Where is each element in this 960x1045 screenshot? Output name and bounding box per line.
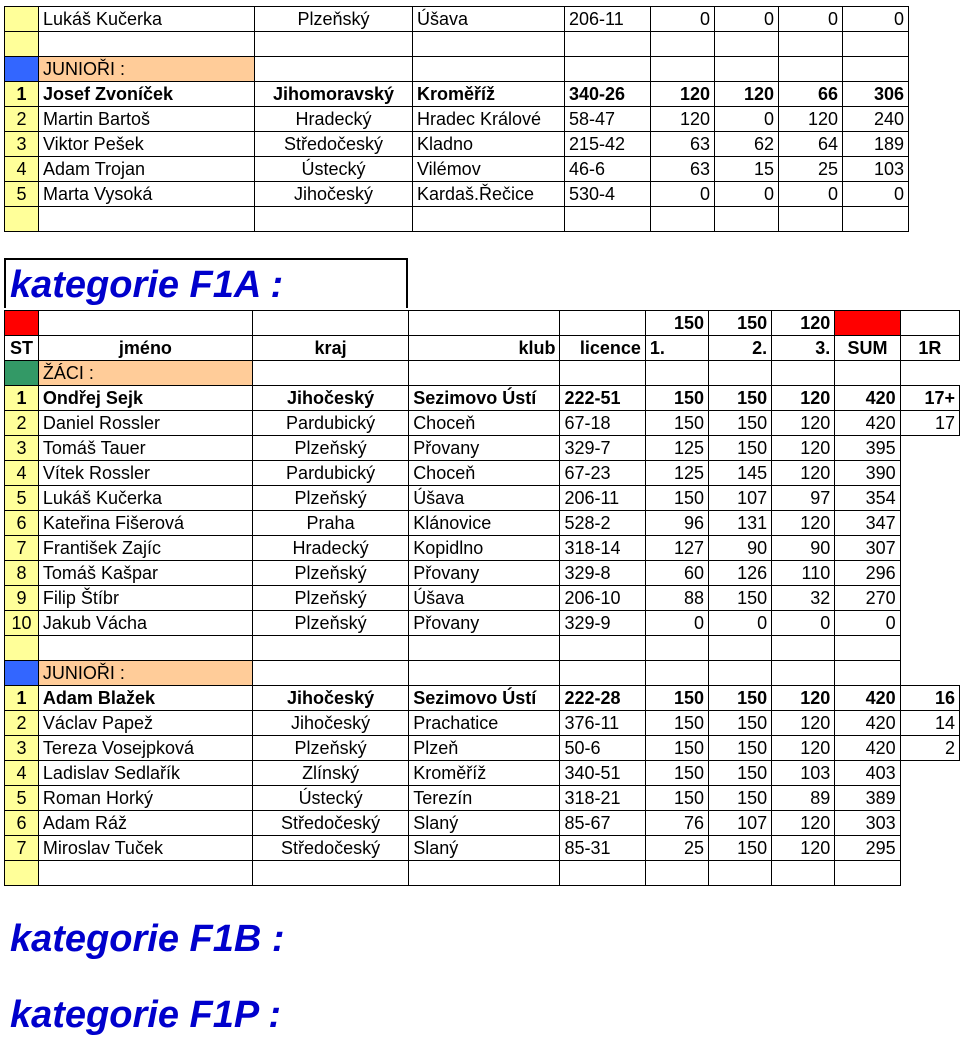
round-1: 63 [651, 157, 715, 182]
competitor-name: Tereza Vosejpková [38, 736, 252, 761]
rank: 5 [5, 182, 39, 207]
competitor-name: Jakub Vácha [38, 611, 252, 636]
rank: 4 [5, 461, 39, 486]
rank: 2 [5, 411, 39, 436]
sum: 295 [835, 836, 900, 861]
round-2: 150 [709, 761, 772, 786]
rank: 1 [5, 686, 39, 711]
licence: 85-31 [560, 836, 645, 861]
region: Plzeňský [252, 436, 408, 461]
round-1: 120 [651, 107, 715, 132]
round-2: 62 [715, 132, 779, 157]
club: Plzeň [409, 736, 560, 761]
round-2: 150 [709, 411, 772, 436]
top-results-table [4, 6, 909, 232]
header-licence: licence [560, 336, 645, 361]
club: Kroměříž [413, 82, 565, 107]
round-3: 90 [772, 536, 835, 561]
round-3: 25 [779, 157, 843, 182]
licence: 340-26 [565, 82, 651, 107]
round-1: 150 [645, 736, 708, 761]
max-round-2: 150 [709, 311, 772, 336]
round-2: 150 [709, 711, 772, 736]
club: Prachatice [409, 711, 560, 736]
sum: 395 [835, 436, 900, 461]
result-1r [900, 811, 959, 836]
header-st: ST [5, 336, 39, 361]
category-f1b-title: kategorie F1B : [10, 918, 285, 960]
club: Hradec Králové [413, 107, 565, 132]
round-2: 0 [715, 182, 779, 207]
header-sum: SUM [835, 336, 900, 361]
round-3: 120 [779, 107, 843, 132]
region: Plzeňský [252, 586, 408, 611]
sum: 389 [835, 786, 900, 811]
round-1: 150 [645, 786, 708, 811]
round-2: 90 [709, 536, 772, 561]
round-3: 120 [772, 711, 835, 736]
table-row [5, 461, 960, 486]
round-1: 125 [645, 436, 708, 461]
competitor-name: Roman Horký [38, 786, 252, 811]
sum: 0 [843, 7, 909, 32]
result-1r [900, 536, 959, 561]
rank: 2 [5, 711, 39, 736]
result-1r: 16 [900, 686, 959, 711]
competitor-name: Daniel Rossler [38, 411, 252, 436]
sum: 354 [835, 486, 900, 511]
result-1r [900, 436, 959, 461]
competitor-name: Lukáš Kučerka [38, 486, 252, 511]
round-1: 127 [645, 536, 708, 561]
club: Choceň [409, 461, 560, 486]
table-row [5, 836, 960, 861]
club: Kroměříž [409, 761, 560, 786]
category-color-marker [5, 661, 39, 686]
competitor-name: Lukáš Kučerka [39, 7, 255, 32]
table-row [5, 511, 960, 536]
table-row [5, 761, 960, 786]
result-1r [900, 586, 959, 611]
competitor-name: Miroslav Tuček [38, 836, 252, 861]
header-round-1: 1. [645, 336, 708, 361]
licence: 318-14 [560, 536, 645, 561]
category-f1p-title: kategorie F1P : [10, 994, 282, 1036]
rank: 1 [5, 82, 39, 107]
sum: 296 [835, 561, 900, 586]
club: Choceň [409, 411, 560, 436]
result-1r [900, 486, 959, 511]
club: Kopidlno [409, 536, 560, 561]
licence: 376-11 [560, 711, 645, 736]
round-1: 96 [645, 511, 708, 536]
header-name: jméno [38, 336, 252, 361]
sum: 103 [843, 157, 909, 182]
table-row [5, 536, 960, 561]
round-2: 120 [715, 82, 779, 107]
category-color-marker [5, 57, 39, 82]
round-1: 120 [651, 82, 715, 107]
round-3: 120 [772, 436, 835, 461]
round-2: 107 [709, 811, 772, 836]
section-label: ŽÁCI : [38, 361, 252, 386]
club: Sezimovo Ústí [409, 386, 560, 411]
table-row [5, 586, 960, 611]
club: Slaný [409, 811, 560, 836]
sum: 420 [835, 686, 900, 711]
category-f1a-title: kategorie F1A : [10, 264, 284, 306]
round-2: 150 [709, 386, 772, 411]
region: Plzeňský [252, 736, 408, 761]
competitor-name: Vítek Rossler [38, 461, 252, 486]
licence: 50-6 [560, 736, 645, 761]
table-row [5, 386, 960, 411]
round-2: 0 [715, 107, 779, 132]
licence: 67-18 [560, 411, 645, 436]
round-3: 120 [772, 511, 835, 536]
club: Přovany [409, 561, 560, 586]
region: Hradecký [255, 107, 413, 132]
region: Plzeňský [255, 7, 413, 32]
round-1: 0 [651, 182, 715, 207]
licence: 222-51 [560, 386, 645, 411]
region: Jihočeský [255, 182, 413, 207]
round-3: 97 [772, 486, 835, 511]
header-1r: 1R [900, 336, 959, 361]
round-3: 120 [772, 686, 835, 711]
licence: 58-47 [565, 107, 651, 132]
round-3: 103 [772, 761, 835, 786]
result-1r [900, 761, 959, 786]
sum: 0 [835, 611, 900, 636]
round-1: 60 [645, 561, 708, 586]
section-row-juniors [5, 57, 909, 82]
sum: 307 [835, 536, 900, 561]
licence: 67-23 [560, 461, 645, 486]
result-1r [900, 511, 959, 536]
rank: 4 [5, 157, 39, 182]
rank: 2 [5, 107, 39, 132]
round-1: 0 [651, 7, 715, 32]
rank: 9 [5, 586, 39, 611]
round-3: 120 [772, 411, 835, 436]
rank: 3 [5, 736, 39, 761]
table-row [5, 861, 960, 886]
round-1: 150 [645, 686, 708, 711]
club: Sezimovo Ústí [409, 686, 560, 711]
licence: 222-28 [560, 686, 645, 711]
club: Přovany [409, 436, 560, 461]
header-round-3: 3. [772, 336, 835, 361]
region: Ústecký [252, 786, 408, 811]
licence: 206-11 [565, 7, 651, 32]
licence: 85-67 [560, 811, 645, 836]
table-row [5, 811, 960, 836]
sum: 347 [835, 511, 900, 536]
round-2: 150 [709, 436, 772, 461]
table-row [5, 107, 909, 132]
sum: 240 [843, 107, 909, 132]
sum: 420 [835, 411, 900, 436]
club: Kardaš.Řečice [413, 182, 565, 207]
competitor-name: Viktor Pešek [39, 132, 255, 157]
club: Přovany [409, 611, 560, 636]
round-3: 120 [772, 811, 835, 836]
licence: 329-7 [560, 436, 645, 461]
round-3: 32 [772, 586, 835, 611]
result-1r [900, 836, 959, 861]
table-row [5, 207, 909, 232]
rank: 5 [5, 486, 39, 511]
round-2: 131 [709, 511, 772, 536]
round-3: 110 [772, 561, 835, 586]
licence: 206-10 [560, 586, 645, 611]
region: Ústecký [255, 157, 413, 182]
round-1: 125 [645, 461, 708, 486]
licence: 46-6 [565, 157, 651, 182]
licence: 318-21 [560, 786, 645, 811]
round-1: 150 [645, 386, 708, 411]
sum: 306 [843, 82, 909, 107]
round-1: 88 [645, 586, 708, 611]
rank: 3 [5, 132, 39, 157]
round-1: 150 [645, 761, 708, 786]
table-row [5, 411, 960, 436]
table-row [5, 561, 960, 586]
rank: 5 [5, 786, 39, 811]
sum: 420 [835, 711, 900, 736]
region: Jihočeský [252, 386, 408, 411]
result-1r: 17 [900, 411, 959, 436]
table-row [5, 32, 909, 57]
region: Zlínský [252, 761, 408, 786]
region: Plzeňský [252, 611, 408, 636]
round-3: 0 [779, 7, 843, 32]
round-3: 64 [779, 132, 843, 157]
sum: 420 [835, 386, 900, 411]
header-row [5, 336, 960, 361]
club: Terezín [409, 786, 560, 811]
round-2: 150 [709, 736, 772, 761]
region: Jihočeský [252, 686, 408, 711]
result-1r [900, 561, 959, 586]
round-3: 120 [772, 386, 835, 411]
header-round-2: 2. [709, 336, 772, 361]
rank: 10 [5, 611, 39, 636]
round-1: 0 [645, 611, 708, 636]
rank: 6 [5, 811, 39, 836]
club: Vilémov [413, 157, 565, 182]
round-2: 145 [709, 461, 772, 486]
region: Středočeský [252, 811, 408, 836]
round-3: 89 [772, 786, 835, 811]
round-3: 0 [772, 611, 835, 636]
round-1: 63 [651, 132, 715, 157]
round-1: 25 [645, 836, 708, 861]
sum: 390 [835, 461, 900, 486]
f1a-results-table [4, 310, 960, 886]
club: Úšava [409, 486, 560, 511]
section-row-zaci [5, 361, 960, 386]
max-points-row [5, 311, 960, 336]
result-1r [900, 461, 959, 486]
round-2: 150 [709, 586, 772, 611]
round-2: 107 [709, 486, 772, 511]
header-club: klub [409, 336, 560, 361]
section-row-juniors [5, 661, 960, 686]
round-2: 150 [709, 786, 772, 811]
table-row [5, 82, 909, 107]
max-round-1: 150 [645, 311, 708, 336]
licence: 530-4 [565, 182, 651, 207]
sum: 303 [835, 811, 900, 836]
round-3: 0 [779, 182, 843, 207]
round-2: 150 [709, 836, 772, 861]
round-1: 150 [645, 711, 708, 736]
licence: 340-51 [560, 761, 645, 786]
competitor-name: František Zajíc [38, 536, 252, 561]
competitor-name: Martin Bartoš [39, 107, 255, 132]
licence: 206-11 [560, 486, 645, 511]
sum: 403 [835, 761, 900, 786]
result-1r: 14 [900, 711, 959, 736]
rank: 8 [5, 561, 39, 586]
competitor-name: Marta Vysoká [39, 182, 255, 207]
club: Úšava [413, 7, 565, 32]
table-row [5, 736, 960, 761]
table-row [5, 132, 909, 157]
competitor-name: Adam Blažek [38, 686, 252, 711]
round-3: 66 [779, 82, 843, 107]
region: Pardubický [252, 461, 408, 486]
table-row [5, 786, 960, 811]
region: Praha [252, 511, 408, 536]
club: Úšava [409, 586, 560, 611]
competitor-name: Tomáš Tauer [38, 436, 252, 461]
competitor-name: Ladislav Sedlařík [38, 761, 252, 786]
rank: 6 [5, 511, 39, 536]
competitor-name: Václav Papež [38, 711, 252, 736]
region: Středočeský [255, 132, 413, 157]
sum: 0 [843, 182, 909, 207]
competitor-name: Ondřej Sejk [38, 386, 252, 411]
round-3: 120 [772, 836, 835, 861]
sum: 270 [835, 586, 900, 611]
sum: 189 [843, 132, 909, 157]
round-1: 150 [645, 411, 708, 436]
club: Kladno [413, 132, 565, 157]
sum: 420 [835, 736, 900, 761]
licence: 528-2 [560, 511, 645, 536]
result-1r [900, 786, 959, 811]
competitor-name: Tomáš Kašpar [38, 561, 252, 586]
competitor-name: Kateřina Fišerová [38, 511, 252, 536]
region: Středočeský [252, 836, 408, 861]
club: Slaný [409, 836, 560, 861]
table-row [5, 636, 960, 661]
region: Jihomoravský [255, 82, 413, 107]
table-row [5, 182, 909, 207]
rank: 4 [5, 761, 39, 786]
competitor-name: Adam Ráž [38, 811, 252, 836]
round-3: 120 [772, 736, 835, 761]
region: Pardubický [252, 411, 408, 436]
result-1r: 2 [900, 736, 959, 761]
competitor-name: Josef Zvoníček [39, 82, 255, 107]
rank: 1 [5, 386, 39, 411]
max-round-3: 120 [772, 311, 835, 336]
table-row [5, 686, 960, 711]
header-region: kraj [252, 336, 408, 361]
table-row [5, 711, 960, 736]
rank: 7 [5, 536, 39, 561]
result-1r [900, 611, 959, 636]
rank: 7 [5, 836, 39, 861]
region: Hradecký [252, 536, 408, 561]
round-1: 150 [645, 486, 708, 511]
region: Plzeňský [252, 561, 408, 586]
table-row [5, 436, 960, 461]
round-2: 150 [709, 686, 772, 711]
table-row [5, 486, 960, 511]
round-2: 0 [715, 7, 779, 32]
competitor-name: Adam Trojan [39, 157, 255, 182]
category-color-marker [5, 361, 39, 386]
table-row [5, 157, 909, 182]
table-row [5, 7, 909, 32]
licence: 329-8 [560, 561, 645, 586]
round-2: 126 [709, 561, 772, 586]
competitor-name: Filip Štíbr [38, 586, 252, 611]
round-1: 76 [645, 811, 708, 836]
round-3: 120 [772, 461, 835, 486]
club: Klánovice [409, 511, 560, 536]
round-2: 15 [715, 157, 779, 182]
result-1r: 17+ [900, 386, 959, 411]
licence: 329-9 [560, 611, 645, 636]
section-label: JUNIOŘI : [39, 57, 255, 82]
round-2: 0 [709, 611, 772, 636]
table-row [5, 611, 960, 636]
rank: 3 [5, 436, 39, 461]
section-label: JUNIOŘI : [38, 661, 252, 686]
region: Plzeňský [252, 486, 408, 511]
licence: 215-42 [565, 132, 651, 157]
region: Jihočeský [252, 711, 408, 736]
